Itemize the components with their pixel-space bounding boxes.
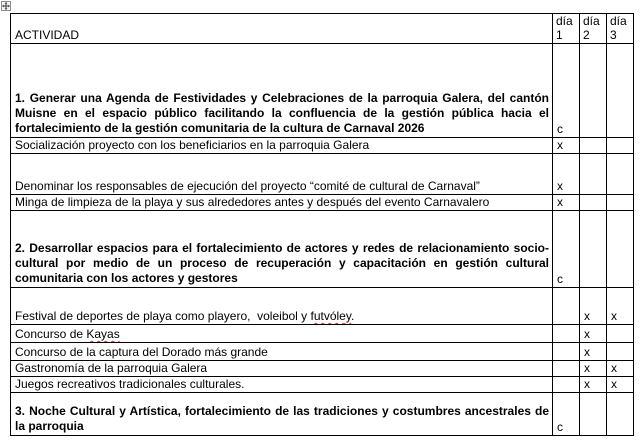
misspelled-word: futvóley	[310, 309, 351, 323]
header-day1-cell[interactable]: día 1	[553, 14, 580, 44]
table-row	[11, 195, 634, 211]
activity-text: .	[350, 309, 355, 323]
day1-cell[interactable]: x	[553, 154, 580, 195]
day1-cell[interactable]: c	[553, 211, 580, 288]
table-row	[11, 154, 634, 195]
activity-cell[interactable]	[11, 325, 553, 343]
table-row	[11, 211, 634, 288]
day2-cell[interactable]: x	[580, 361, 607, 377]
day1-cell[interactable]	[553, 288, 580, 325]
day1-cell[interactable]	[553, 325, 580, 343]
day1-cell[interactable]	[553, 377, 580, 393]
day1-cell[interactable]: x	[553, 195, 580, 211]
header-day2-cell[interactable]: día 2	[580, 14, 607, 44]
activity-cell[interactable]: 3. Noche Cultural y Artística, fortalecimiento de las tradiciones y costumbres ancestrales de la parroquia	[11, 393, 553, 436]
day2-cell[interactable]	[580, 44, 607, 138]
activity-cell[interactable]: Socialización proyecto con los beneficiarios en la parroquia Galera	[11, 138, 553, 154]
misspelled-word: Kayas	[86, 327, 120, 341]
day3-cell[interactable]	[607, 44, 634, 138]
table-row	[11, 343, 634, 361]
day2-cell[interactable]: x	[580, 288, 607, 325]
activity-cell[interactable]	[11, 288, 553, 325]
activity-cell[interactable]: 1. Generar una Agenda de Festividades y Celebraciones de la parroquia Galera, del cantón Muisne en el espacio público facilitando la confluencia de la gestión pública hacia el fortalecimiento de la gestión comunitaria de la cultura de Carnaval 2026	[11, 44, 553, 138]
day3-cell[interactable]	[607, 138, 634, 154]
day3-cell[interactable]	[607, 343, 634, 361]
table-move-handle[interactable]	[1, 1, 11, 11]
day1-cell[interactable]: x	[553, 138, 580, 154]
day3-cell[interactable]: x	[607, 288, 634, 325]
activity-cell[interactable]: Concurso de la captura del Dorado más grande	[11, 343, 553, 361]
activity-text: Festival de deportes de playa como playero, voleibol y	[15, 309, 311, 323]
day3-cell[interactable]	[607, 393, 634, 436]
day3-cell[interactable]	[607, 195, 634, 211]
day2-cell[interactable]	[580, 211, 607, 288]
day3-cell[interactable]	[607, 325, 634, 343]
day3-cell[interactable]	[607, 154, 634, 195]
table-row	[11, 44, 634, 138]
table-header-row	[11, 14, 634, 44]
header-day3-cell[interactable]: día 3	[607, 14, 634, 44]
day2-cell[interactable]	[580, 138, 607, 154]
activities-schedule-table	[10, 13, 634, 436]
day2-cell[interactable]: x	[580, 325, 607, 343]
day2-cell[interactable]: x	[580, 343, 607, 361]
day2-cell[interactable]: x	[580, 377, 607, 393]
table-row	[11, 361, 634, 377]
table-row	[11, 288, 634, 325]
activity-cell[interactable]: Denominar los responsables de ejecución del proyecto “comité de cultural de Carnaval”	[11, 154, 553, 195]
table-row	[11, 325, 634, 343]
activity-cell[interactable]: Gastronomía de la parroquia Galera	[11, 361, 553, 377]
header-activity-cell[interactable]: ACTIVIDAD	[11, 14, 553, 44]
activity-text: Concurso de	[15, 327, 87, 341]
day1-cell[interactable]: c	[553, 44, 580, 138]
activity-cell[interactable]: Juegos recreativos tradicionales culturales.	[11, 377, 553, 393]
table-row	[11, 393, 634, 436]
day3-cell[interactable]: x	[607, 361, 634, 377]
day1-cell[interactable]	[553, 343, 580, 361]
move-icon	[2, 2, 10, 10]
activity-cell[interactable]: 2. Desarrollar espacios para el fortalecimiento de actores y redes de relacionamiento socio-cultural por medio de un proceso de recuperación y capacitación en gestión cultural comunitaria con los actores y gestores	[11, 211, 553, 288]
day2-cell[interactable]	[580, 195, 607, 211]
day2-cell[interactable]	[580, 393, 607, 436]
day2-cell[interactable]	[580, 154, 607, 195]
table-row	[11, 377, 634, 393]
day1-cell[interactable]	[553, 361, 580, 377]
table-row	[11, 138, 634, 154]
day1-cell[interactable]: c	[553, 393, 580, 436]
day3-cell[interactable]	[607, 211, 634, 288]
activity-cell[interactable]: Minga de limpieza de la playa y sus alrededores antes y después del evento Carnavalero	[11, 195, 553, 211]
day3-cell[interactable]: x	[607, 377, 634, 393]
